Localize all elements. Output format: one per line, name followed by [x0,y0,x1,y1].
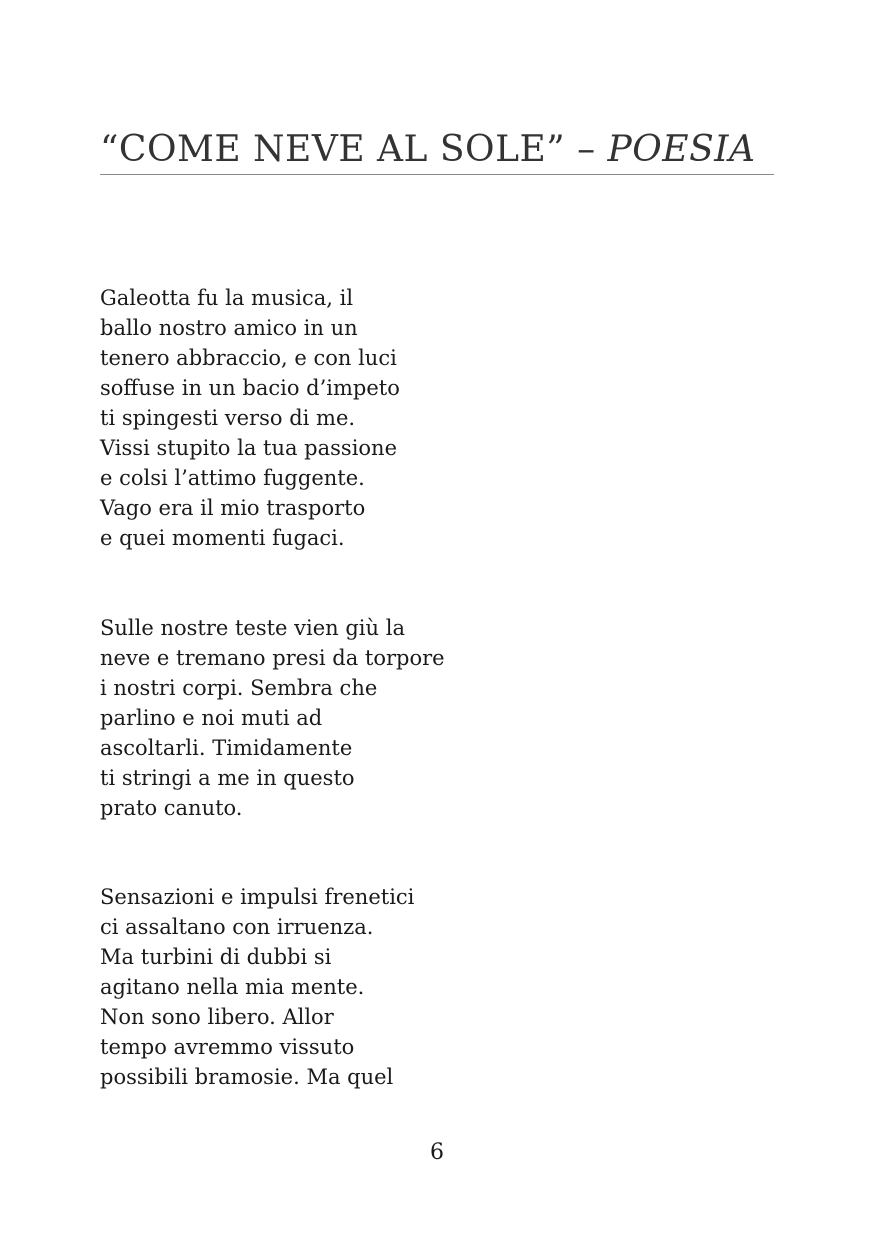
poem-line: e colsi l’attimo fuggente. [100,466,365,490]
page-title-main: “COME NEVE AL SOLE” – [100,129,608,170]
poem-line: neve e tremano presi da torpore [100,646,445,670]
poem-line: Vissi stupito la tua passione [100,436,398,460]
poem-line: Vago era il mio trasporto [100,496,366,520]
poem-line: Non sono libero. Allor [100,1005,334,1029]
poem-line: e quei momenti fugaci. [100,526,345,550]
page-title [100,128,774,172]
poem-stanza-3 [100,882,660,1092]
poem-line: possibili bramosie. Ma quel [100,1065,394,1089]
poem-stanza-2 [100,613,660,823]
poem-line: ascoltarli. Timidamente [100,736,353,760]
poem-line: ballo nostro amico in un [100,316,358,340]
poem-stanza-1 [100,283,660,553]
page-title-italic: POESIA [607,129,756,170]
poem-line: Galeotta fu la musica, il [100,286,354,310]
poem-line: Sulle nostre teste vien giù la [100,616,405,640]
page-number: 6 [430,1140,444,1165]
poem-line: ti stringi a me in questo [100,766,355,790]
poem-line: tempo avremmo vissuto [100,1035,355,1059]
poem-line: Ma turbini di dubbi si [100,945,332,969]
poem-line: Sensazioni e impulsi frenetici [100,885,415,909]
poem-line: ti spingesti verso di me. [100,406,356,430]
poem-line: prato canuto. [100,796,243,820]
poem-line: parlino e noi muti ad [100,706,323,730]
poem-line: agitano nella mia mente. [100,975,365,999]
chapter-heading [100,128,774,175]
poem-line: i nostri corpi. Sembra che [100,676,378,700]
poem-line: tenero abbraccio, e con luci [100,346,397,370]
poem-line: ci assaltano con irruenza. [100,915,374,939]
poem-line: soffuse in un bacio d’impeto [100,376,400,400]
